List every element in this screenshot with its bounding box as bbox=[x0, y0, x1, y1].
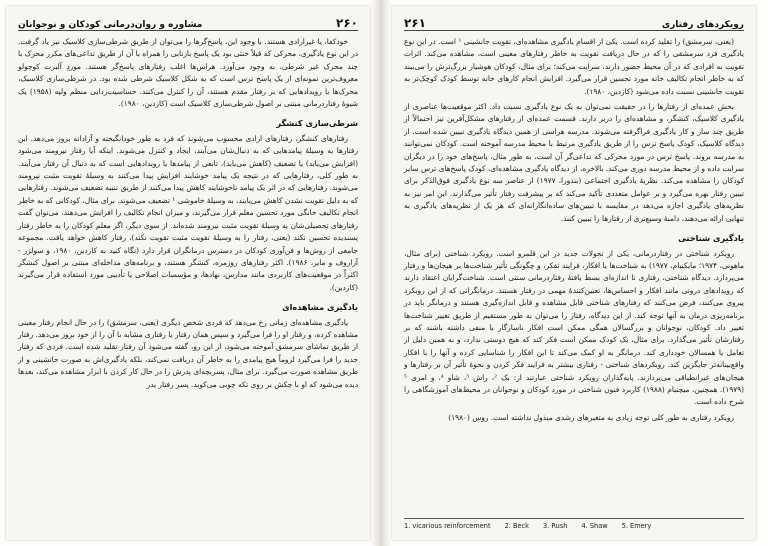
footnotes bbox=[404, 518, 744, 530]
heading-cognitive-learning: یادگیری شناختی bbox=[678, 233, 744, 244]
right-page-number: ۲۶۱ bbox=[404, 16, 426, 30]
heading-observational-learning: یادگیری مشاهده‌ای bbox=[282, 302, 358, 313]
left-page bbox=[6, 6, 370, 540]
right-paragraph-1: (یعنی، سرمشق) را تقلید کرده است. یکی از اقسام یادگیری مشاهده‌ای، تقویت جانشینی ¹ است. در این نوع یادگیری فرد سرمشقی را که در حال دریافت تقویت به خاطر رفتارهای معینی است، مشاهده می‌کند. اثرات تقویت به افرادی که در آن محیط حضور دارند، سرایت می‌کند؛ برای مثال، کودکان هوشیار بزرگ‌ترش را می‌بیند که به خاطر انجام تکالیف خانه مورد تحسین قرار می‌گیرد. افزایش انجام کارهای خانه توسط کودک کوچک‌تر به تقویت جانشینی نسبت داده می‌شود (کازدین، ۱۹۸۰). bbox=[404, 37, 744, 96]
left-paragraph-1: خودکفا، یا غیرارادی هستند. با وجود این، پاسخ‌گرها را می‌توان از طریق شرطی‌سازی کلاسیک نیز یاد گرفت. در این نوع یادگیری، محرکی که قبلاً خنثی بود یک پاسخ بازتابی را همراه با آن از طریق تداعی‌های مکرر محرک با چند محرک غیر شرطی، به وجود می‌آورد. هراس‌ها اغلب رفتارهای پاسخ‌گر هستند. موردِ آلبرت کوچولو معروف‌ترین نمونه‌ای از یک پاسخ ترس است که به شکل کلاسیک شرطی شده بود. در شرطی‌سازی کلاسیک، محرک‌ها یا رویدادهایی که بر رفتار مقدم هستند، آن را کنترل می‌کنند. حساسیت‌زدایی منظم ولپه (۱۹۵۸) یک شیوهٔ رفتاردرمانی مبتنی بر اصول شرطی‌سازی کلاسیک است (کازدین، ۱۹۸۰). bbox=[18, 37, 358, 109]
footnote-2: 2. Beck bbox=[504, 522, 529, 530]
right-paragraph-3: رویکرد شناختی در رفتاردرمانی، یکی از تحولات جدید در این قلمرو است. رویکرد شناختی (برای مثال، ماهونی، ۱۹۷۴؛ مایکنبام، ۱۹۷۷) به شناخت‌ها یا افکار، فرایند تفکر، و چگونگی تأثیر شناخت‌ها بر هیجان‌ها و رفتار می‌پردازد. دیدگاه شناختی، رفتاری تا اندازه‌ای بسط یافتهٔ رفتاردرمانی سنتی است. شناخت‌گرایان اعتقاد دارند که رویدادهای درونی مانند افکار و احساس‌ها، تعیین‌کنندهٔ مهمی در رفتار هستند. درمانگرانی که از این رویکرد پیروی می‌کنند، فرض می‌کنند که رفتارهای شناختی قابل مشاهده و قابل اندازه‌گیری هستند و درمانگر باید در برنامه‌ریزی درمان به آنها توجه کند. از این دیدگاه، رفتار را می‌توان به طور مستقیم از طریق تغییر شناخت‌ها تغییر داد. کودکان، نوجوانان و بزرگسالان همگی ممکن است افکار ناسازگار یا منفی داشته باشند که بر رفتارشان تأثیر می‌گذارد. برای مثال، یک کودک ممکن است فکر کند که هیچ دوستی ندارد، و به همین دلیل از تعامل با همسالان خودداری کند. درمانگر به او کمک می‌کند تا این افکار را شناسایی کرده و آنها را با افکار واقع‌بینانه‌تر جایگزین کند. رویکردهای شناختی - رفتاری بیشتر به فرایند فکر کردن و نحوهٔ تأثیر آن بر رفتارها و هیجان‌های غیرانطباقی می‌پردازند. پایه‌گذاران رویکرد شناختی عبارتند از: بک ²، راش ³، شاو ⁴، و امری ⁵ (۱۹۷۹). همچنین، میچنبام (۱۹۸۸) کاربرد فنون شناختی در مورد کودکان و نوجوانان در محیط‌های آموزشگاهی را شرح داده است. bbox=[404, 248, 744, 407]
right-paragraph-4: رویکرد رفتاری به طور کلی توجه زیادی به متغیرهای رشدی مبذول نداشته است. روس (۱۹۸۰) bbox=[448, 412, 734, 422]
left-header-title: مشاوره و روان‌درمانی کودکان و نوجوانان bbox=[18, 20, 203, 30]
right-header-title: رویکردهای رفتاری bbox=[661, 20, 744, 30]
footnote-3: 3. Rush bbox=[542, 522, 568, 530]
left-body-text bbox=[18, 36, 358, 394]
footnote-5: 5. Emery bbox=[621, 522, 652, 530]
left-running-head bbox=[18, 14, 358, 31]
right-body-text bbox=[404, 36, 744, 427]
right-page bbox=[392, 6, 756, 540]
footnote-1: 1. vicarious reinforcement bbox=[404, 522, 491, 530]
right-paragraph-2: بخش عمده‌ای از رفتارها را در حقیقت نمی‌توان به یک نوع یادگیری نسبت داد. اکثر موقعیت‌ها عناصری از یادگیری کلاسیک، کنشگر، و مشاهده‌ای را دربر دارند. قسمت عمده‌ای از رفتارهای مشکل‌آفرین نیز احتمالاً از طریق چند ساز و کار یادگیری فراگرفته می‌شوند. مدرسه هراسی از همین دیدگاه یادگیری تبیین شده است. از دیدگاه کلاسیک، کودک پاسخ ترس را از طریق یادگیری مرتبط با محیط مدرسه آموخته است. کودکان نمی‌توانند به مدرسه بروند. پاسخ ترس در مورد محرکی که تداعی‌گر آن است، به طور مثال، پاسخ‌های خود را در دیگران سرایت داده و از محیط مدرسه دوری می‌کند. بالاخره، از دیدگاه یادگیری مشاهده‌ای، کودک پاسخ‌های ترس سایر کودکان را مشاهده می‌کند. نظریهٔ یادگیری اجتماعی (بندورا، ۱۹۷۷) از عناصر سه نوع یادگیری فوق‌الذکر برای تبیین رفتار بهره می‌گیرد و بر عوامل متعددی تأکید می‌کند که بر پیشرفت رفتار تأثیر می‌گذارند. این امر نیز به نظریه‌های یادگیری اجازه می‌دهد در مقایسه با تبیین‌های ساده‌انگارانه‌ای که هر یک از نظریه‌های یادگیری به تنهایی ارائه می‌دهند، دامنهٔ وسیع‌تری از رفتارها را تبیین کنند. bbox=[404, 102, 745, 223]
right-running-head bbox=[404, 14, 744, 31]
book-gutter bbox=[370, 0, 392, 546]
left-paragraph-3: یادگیری مشاهده‌ای زمانی رخ می‌دهد که فردی شخص دیگری (یعنی، سرمشق) را در حال انجام رفتار معینی مشاهده کرده، و رفتار او را فرا می‌گیرد و سپس همان رفتار یا رفتاری مشابه با آن را از خود بروز می‌دهد. رفتار از طریق تماشای سرمشق آموخته می‌شود، از این رو، گفته می‌شود آن رفتار تقلید شده است. فردی که رفتار جدید را فرا می‌گیرد لزوماً هیچ پیامدی را به خاطر آن دریافت نمی‌کند، بلکه یادگیری‌اش به صورت جانشینی و از طریق مشاهده صورت می‌گیرد. برای مثال، پسربچه‌ای پدرش را در حال کار کردن با ابزار مشاهده می‌کند، بعدها دیده می‌شود که او با چکش بر روی تکه چوبی می‌کوبد. پسر رفتار پدر bbox=[18, 317, 358, 389]
left-paragraph-2: رفتارهای کنشگر، رفتارهای ارادی محسوب می‌شوند که فرد به طور خودانگیخته و آزادانه بروز می‌دهد. این رفتارها به وسیلهٔ پیامدهایی که به دنبال‌شان می‌آیند، ایجاد و کنترل می‌شوند. اینکه آیا رفتار نیرومند می‌شود (افزایش می‌یابد) یا تضعیف (کاهش می‌یابد)، تابعی از پیامدها یا رویدادهایی است که به دنبال آن رفتار می‌آیند. به طور کلی، رفتارهایی که در نتیجه یک پیامد خوشایند افزایش پیدا می‌کنند به وسیلهٔ تقویت مثبت نیرومند می‌شوند. رفتارهایی که در اثر یک پیامد ناخوشایند کاهش پیدا می‌کنند از طریق تنبیه تضعیف می‌شوند. رفتارهایی که به دلیل تقویت نشدن کاهش می‌یابند، به وسیلهٔ خاموشی ¹ تضعیف می‌شوند. برای مثال، کودکانی که به خاطر انجام تکالیف خانگی مورد تحسین معلم قرار می‌گیرند، و میزان انجام تکالیف را افزایش می‌دهند، می‌توان گفت رفتارهای تحصیلی‌شان به وسیلهٔ تقویت مثبت نیرومند شده‌اند. از سوی دیگر، اگر معلم کودکان را به خاطر رفتار پسندیده تحسین نکند (یعنی، رفتار را به وسیلهٔ تقویت مثبت تقویت نکند)، رفتار کاهش خواهد یافت. مجموعه جامعی از روش‌ها و فن‌آوری کودکان در دسترس درمانگران قرار دارد (نگاه کنید به کازدین، ۱۹۸۰، و سولزر - آزاروف و مایر، ۱۹۸۶). اکثر رفتارهای روزمره، کنشگر هستند، و برنامه‌های مداخله‌ای مبتنی بر اصول کنشگر اکثراً در موقعیت‌های کاربردی مانند مدارس، نهادها، و مؤسسات اصلاحی یا تأدیبی مورد استفاده قرار می‌گیرند (کازدین). bbox=[18, 133, 359, 292]
heading-operant-conditioning: شرطی‌سازی کنشگر bbox=[276, 118, 358, 129]
left-page-number: ۲۶۰ bbox=[336, 16, 358, 30]
footnote-4: 4. Shaw bbox=[581, 522, 608, 530]
